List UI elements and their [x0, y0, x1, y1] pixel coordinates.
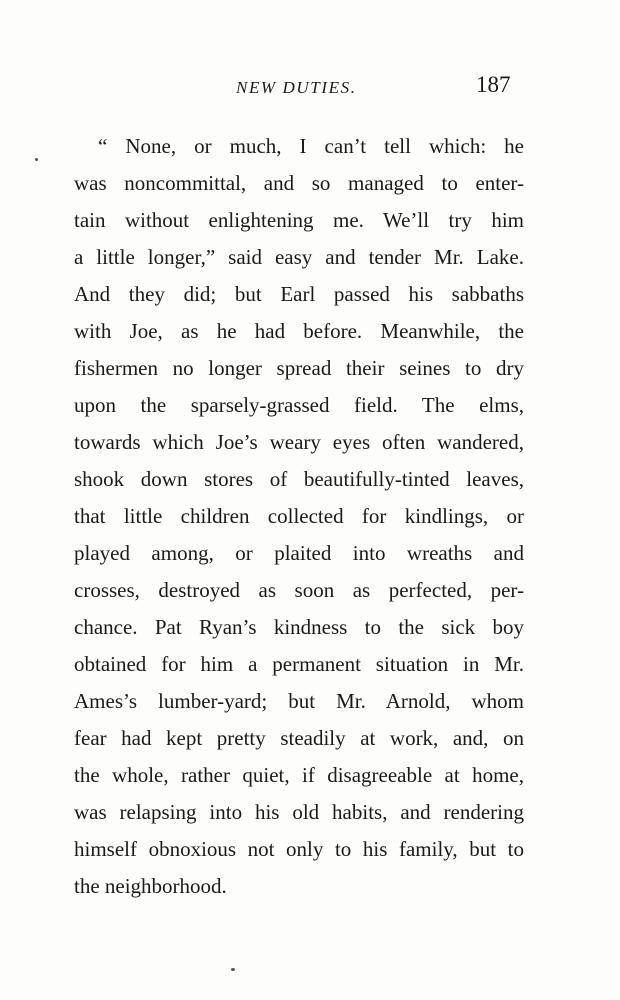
running-title: NEW DUTIES.	[236, 78, 357, 97]
text-line: shook down stores of beautifully-tinted leaves,	[74, 467, 524, 491]
body-text	[74, 128, 524, 905]
text-line: And they did; but Earl passed his sabbaths	[74, 282, 524, 306]
text-line: a little longer,” said easy and tender Mr. Lake.	[74, 245, 524, 269]
text-line: towards which Joe’s weary eyes often wandered,	[74, 430, 524, 454]
paper-speck	[231, 968, 235, 971]
paper-speck	[35, 158, 38, 161]
text-line: was relapsing into his old habits, and rendering	[74, 800, 524, 824]
text-line: fear had kept pretty steadily at work, and, on	[74, 726, 524, 750]
text-line: himself obnoxious not only to his family, but to	[74, 837, 524, 861]
text-line: was noncommittal, and so managed to enter-	[74, 171, 524, 195]
page-number: 187	[476, 72, 511, 97]
text-line: Ames’s lumber-yard; but Mr. Arnold, whom	[74, 689, 524, 713]
text-line: fishermen no longer spread their seines to dry	[74, 356, 524, 380]
text-line: played among, or plaited into wreaths and	[74, 541, 524, 565]
text-line: crosses, destroyed as soon as perfected, per-	[74, 578, 524, 602]
text-line: upon the sparsely-grassed field. The elms,	[74, 393, 524, 417]
text-line: chance. Pat Ryan’s kindness to the sick boy	[74, 615, 524, 639]
text-line: “ None, or much, I can’t tell which: he	[98, 134, 524, 158]
text-line: obtained for him a permanent situation in Mr.	[74, 652, 524, 676]
text-line: tain without enlightening me. We’ll try him	[74, 208, 524, 232]
running-head	[0, 72, 620, 102]
text-line: the whole, rather quiet, if disagreeable at home,	[74, 763, 524, 787]
text-line: the neighborhood.	[74, 874, 227, 898]
text-line: that little children collected for kindlings, or	[74, 504, 524, 528]
text-line: with Joe, as he had before. Meanwhile, the	[74, 319, 524, 343]
